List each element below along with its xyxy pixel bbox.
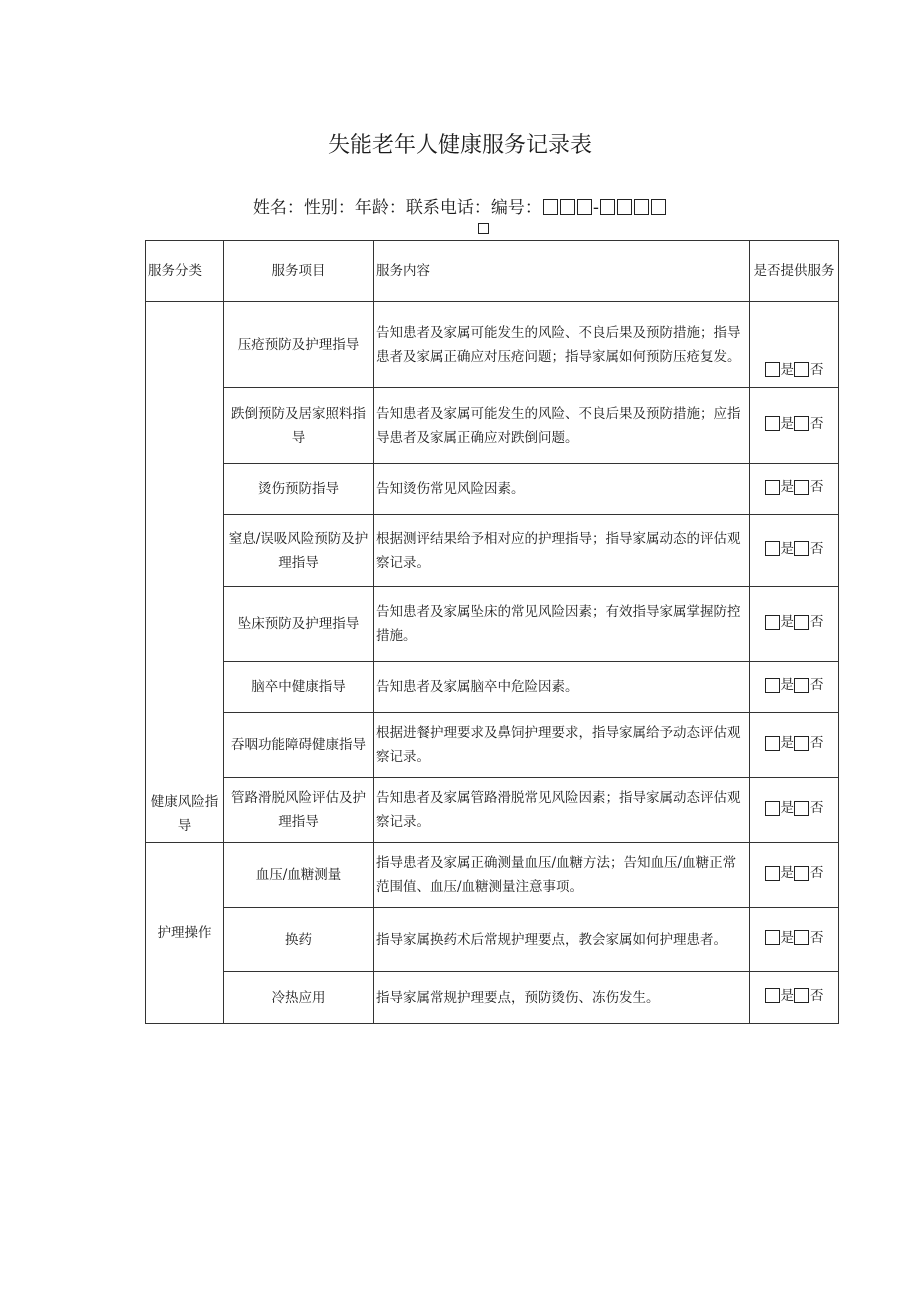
- no-checkbox[interactable]: [794, 801, 809, 816]
- content-cell: 根据测评结果给予相对应的护理指导；指导家属动态的评估观察记录。: [374, 515, 750, 587]
- provided-cell: [750, 908, 839, 972]
- yes-checkbox[interactable]: [765, 988, 780, 1003]
- item-cell: 血压/血糖测量: [224, 843, 374, 908]
- no-label: 否: [810, 614, 824, 631]
- item-cell: 吞咽功能障碍健康指导: [224, 713, 374, 778]
- table-row: [146, 464, 839, 515]
- yes-label: 是: [780, 614, 794, 631]
- yes-label: 是: [780, 540, 794, 557]
- provided-cell: [750, 778, 839, 843]
- header-item: 服务项目: [224, 241, 374, 302]
- yes-label: 是: [780, 735, 794, 752]
- id-digit-box[interactable]: [543, 199, 558, 215]
- id-label: 编号：: [490, 198, 542, 218]
- gender-label: 性别：: [303, 198, 355, 218]
- service-record-table: [145, 240, 839, 1024]
- table-row: [146, 662, 839, 713]
- yes-checkbox[interactable]: [765, 736, 780, 751]
- no-label: 否: [810, 800, 824, 817]
- table-row: [146, 388, 839, 464]
- yes-label: 是: [780, 415, 794, 432]
- item-cell: 烫伤预防指导: [224, 464, 374, 515]
- table-row: [146, 908, 839, 972]
- patient-info-line: [0, 193, 920, 218]
- content-cell: 告知患者及家属坠床的常见风险因素；有效指导家属掌握防控措施。: [374, 587, 750, 662]
- table-header-row: [146, 241, 839, 302]
- id-digit-box[interactable]: [651, 199, 666, 215]
- header-provided: 是否提供服务: [750, 241, 839, 302]
- yes-checkbox[interactable]: [765, 801, 780, 816]
- no-label: 否: [810, 677, 824, 694]
- table-row: [146, 713, 839, 778]
- no-checkbox[interactable]: [794, 480, 809, 495]
- id-digit-box[interactable]: [600, 199, 615, 215]
- no-checkbox[interactable]: [794, 416, 809, 431]
- age-label: 年龄：: [354, 198, 406, 218]
- item-cell: 冷热应用: [224, 972, 374, 1024]
- no-label: 否: [810, 361, 824, 378]
- header-category: 服务分类: [146, 241, 224, 302]
- yes-checkbox[interactable]: [765, 480, 780, 495]
- provided-cell: [750, 662, 839, 713]
- no-label: 否: [810, 929, 824, 946]
- yes-checkbox[interactable]: [765, 541, 780, 556]
- item-cell: 换药: [224, 908, 374, 972]
- provided-cell: [750, 972, 839, 1024]
- item-cell: 管路滑脱风险评估及护理指导: [224, 778, 374, 843]
- no-label: 否: [810, 415, 824, 432]
- no-checkbox[interactable]: [794, 736, 809, 751]
- no-checkbox[interactable]: [794, 678, 809, 693]
- content-cell: 指导患者及家属正确测量血压/血糖方法；告知血压/血糖正常范围值、血压/血糖测量注意事项。: [374, 843, 750, 908]
- name-label: 姓名：: [252, 198, 304, 218]
- content-cell: 根据进餐护理要求及鼻饲护理要求，指导家属给予动态评估观察记录。: [374, 713, 750, 778]
- table-row: [146, 843, 839, 908]
- id-extra-box-line: [478, 222, 489, 236]
- yes-label: 是: [780, 865, 794, 882]
- id-dash: -: [592, 198, 600, 218]
- content-cell: 告知烫伤常见风险因素。: [374, 464, 750, 515]
- yes-label: 是: [780, 987, 794, 1004]
- provided-cell: [750, 843, 839, 908]
- item-cell: 跌倒预防及居家照料指导: [224, 388, 374, 464]
- provided-cell: [750, 388, 839, 464]
- no-checkbox[interactable]: [794, 930, 809, 945]
- item-cell: 窒息/误吸风险预防及护理指导: [224, 515, 374, 587]
- no-checkbox[interactable]: [794, 615, 809, 630]
- no-checkbox[interactable]: [794, 988, 809, 1003]
- id-digit-box[interactable]: [560, 199, 575, 215]
- yes-label: 是: [780, 361, 794, 378]
- id-digit-box[interactable]: [577, 199, 592, 215]
- id-digit-box[interactable]: [634, 199, 649, 215]
- no-checkbox[interactable]: [794, 541, 809, 556]
- no-checkbox[interactable]: [794, 362, 809, 377]
- yes-checkbox[interactable]: [765, 615, 780, 630]
- yes-label: 是: [780, 677, 794, 694]
- content-cell: 告知患者及家属管路滑脱常见风险因素；指导家属动态评估观察记录。: [374, 778, 750, 843]
- id-digit-box[interactable]: [617, 199, 632, 215]
- no-checkbox[interactable]: [794, 866, 809, 881]
- provided-cell: [750, 713, 839, 778]
- table-row: [146, 778, 839, 843]
- content-cell: 告知患者及家属可能发生的风险、不良后果及预防措施；应指导患者及家属正确应对跌倒问题。: [374, 388, 750, 464]
- table-row: [146, 302, 839, 388]
- yes-checkbox[interactable]: [765, 362, 780, 377]
- no-label: 否: [810, 540, 824, 557]
- no-label: 否: [810, 865, 824, 882]
- item-cell: 脑卒中健康指导: [224, 662, 374, 713]
- content-cell: 告知患者及家属可能发生的风险、不良后果及预防措施；指导患者及家属正确应对压疮问题；指导家属如何预防压疮复发。: [374, 302, 750, 388]
- provided-cell: [750, 515, 839, 587]
- provided-cell: [750, 587, 839, 662]
- no-label: 否: [810, 735, 824, 752]
- content-cell: 告知患者及家属脑卒中危险因素。: [374, 662, 750, 713]
- table-row: [146, 587, 839, 662]
- content-cell: 指导家属常规护理要点，预防烫伤、冻伤发生。: [374, 972, 750, 1024]
- page-title: 失能老年人健康服务记录表: [327, 133, 592, 158]
- id-extra-box[interactable]: [478, 223, 489, 234]
- item-cell: 压疮预防及护理指导: [224, 302, 374, 388]
- phone-label: 联系电话：: [405, 198, 491, 218]
- yes-label: 是: [780, 479, 794, 496]
- yes-label: 是: [780, 929, 794, 946]
- yes-checkbox[interactable]: [765, 678, 780, 693]
- provided-cell: [750, 464, 839, 515]
- no-label: 否: [810, 479, 824, 496]
- header-content: 服务内容: [374, 241, 750, 302]
- item-cell: 坠床预防及护理指导: [224, 587, 374, 662]
- yes-checkbox[interactable]: [765, 930, 780, 945]
- no-label: 否: [810, 987, 824, 1004]
- yes-checkbox[interactable]: [765, 416, 780, 431]
- table-row: [146, 972, 839, 1024]
- yes-checkbox[interactable]: [765, 866, 780, 881]
- category-cell-nursing: 护理操作: [146, 843, 224, 1024]
- provided-cell: [750, 302, 839, 388]
- yes-label: 是: [780, 800, 794, 817]
- table-row: [146, 515, 839, 587]
- category-cell-risk: 健康风险指导: [146, 302, 224, 843]
- content-cell: 指导家属换药术后常规护理要点，教会家属如何护理患者。: [374, 908, 750, 972]
